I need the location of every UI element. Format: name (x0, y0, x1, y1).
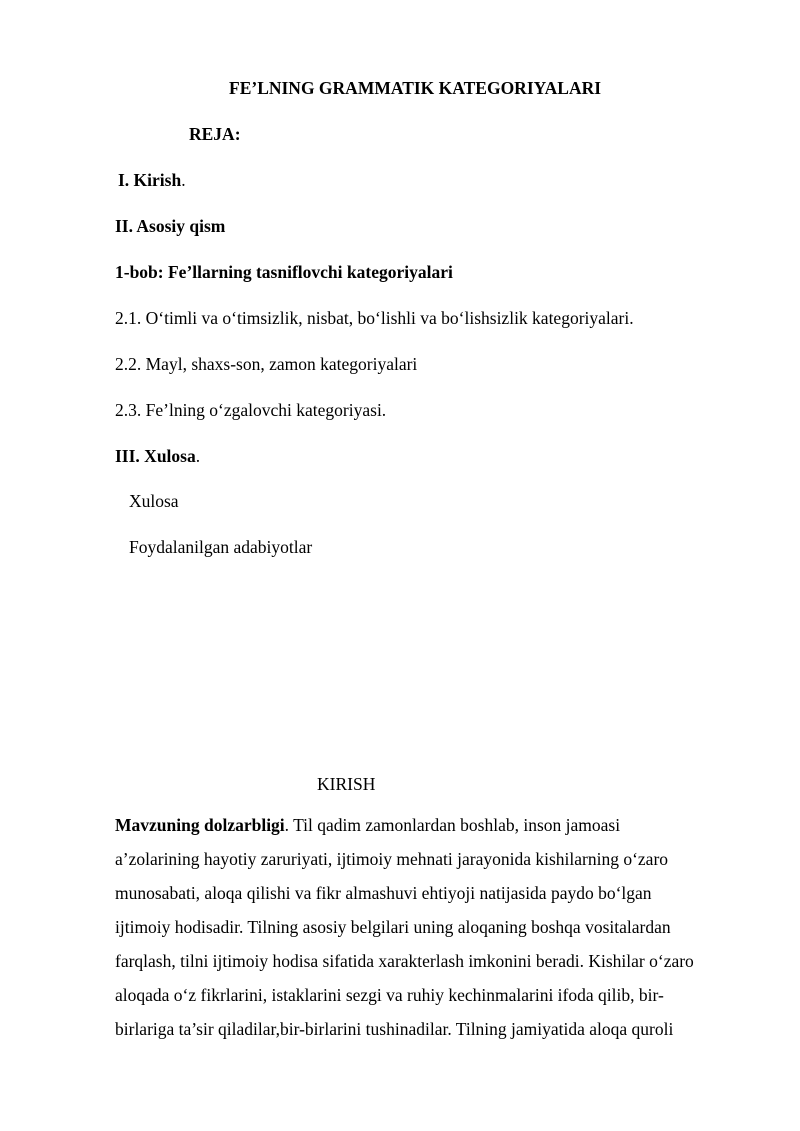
paragraph-line: munosabati, aloqa qilishi va fikr almashuvi ehtiyoji natijasida paydo bo‘lgan (115, 883, 652, 903)
plan-item-label: I. Kirish (118, 170, 182, 190)
plan-item-summary: Xulosa (129, 491, 179, 511)
introduction-heading: KIRISH (317, 774, 376, 794)
paragraph-line: aloqada o‘z fikrlarini, istaklarini sezgi va ruhiy kechinmalarini ifoda qilib, bir- (115, 985, 664, 1005)
paragraph-lead-term: Mavzuning dolzarbligi (115, 815, 285, 835)
plan-item-suffix: . (181, 170, 186, 190)
paragraph-line: ijtimoiy hodisadir. Tilning asosiy belgilari uning aloqaning boshqa vositalardan (115, 917, 671, 937)
plan-item-suffix: . (195, 446, 201, 466)
plan-item-chapter-1: 1-bob: Fe’llarning tasniflovchi kategoriyalari (115, 262, 453, 282)
plan-item-label: III. Xulosa (115, 446, 196, 466)
paragraph-line: a’zolarining hayotiy zaruriyati, ijtimoiy mehnati jarayonida kishilarning o‘zaro (115, 849, 669, 869)
plan-item-section-2-1: 2.1. O‘timli va o‘timsizlik, nisbat, bo‘lishli va bo‘lishsizlik kategoriyalari. (115, 308, 634, 328)
introduction-paragraph (115, 808, 755, 1046)
plan-item-main-part: II. Asosiy qism (115, 216, 226, 236)
document-title: FE’LNING GRAMMATIK KATEGORIYALARI (229, 78, 602, 98)
plan-item-section-2-3: 2.3. Fe’lning o‘zgalovchi kategoriyasi. (115, 400, 387, 420)
plan-item-references: Foydalanilgan adabiyotlar (129, 537, 313, 557)
paragraph-line-text: . Til qadim zamonlardan boshlab, inson jamoasi (284, 815, 621, 835)
plan-item-section-2-2: 2.2. Mayl, shaxs-son, zamon kategoriyalari (115, 354, 418, 374)
paragraph-line (115, 808, 755, 842)
plan-item-conclusion (115, 448, 200, 466)
paragraph-line: birlariga ta’sir qiladilar,bir-birlarini tushinadilar. Tilning jamiyatida aloqa quroli (115, 1019, 674, 1039)
plan-heading: REJA: (189, 124, 241, 144)
plan-item-introduction (118, 172, 186, 190)
paragraph-line: farqlash, tilni ijtimoiy hodisa sifatida xarakterlash imkonini beradi. Kishilar o‘zaro (115, 951, 694, 971)
